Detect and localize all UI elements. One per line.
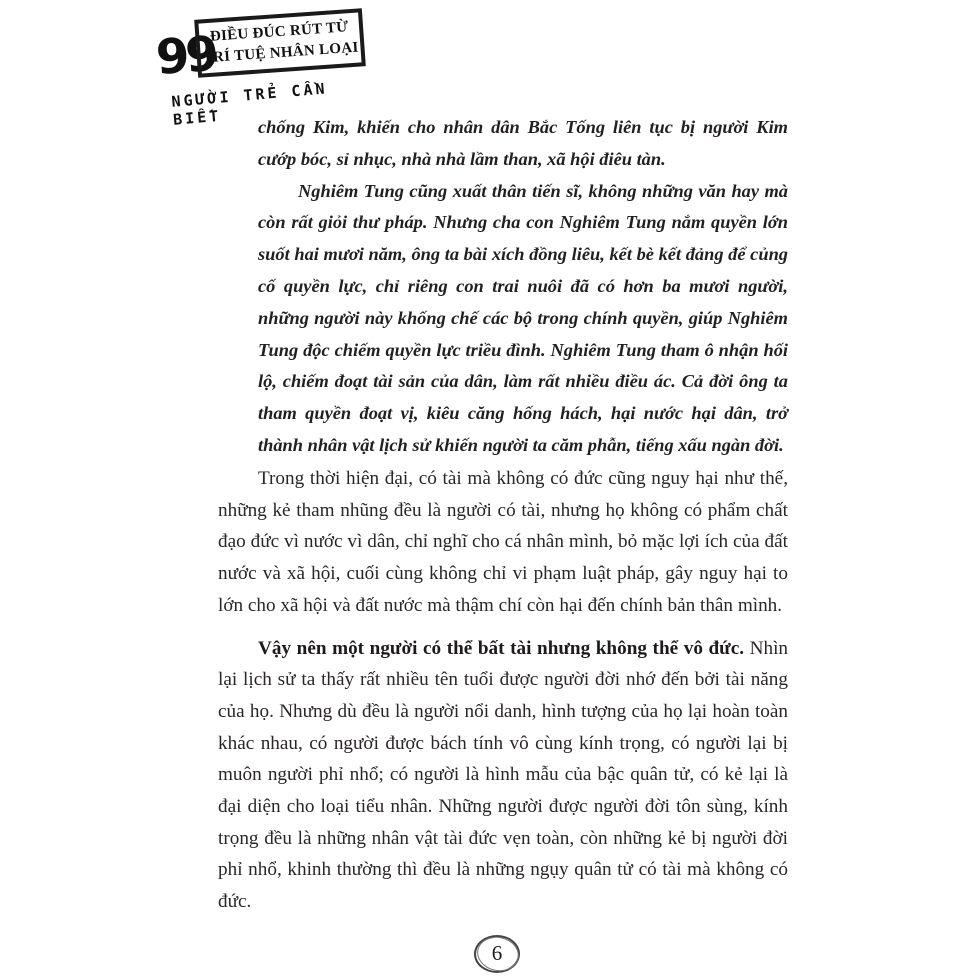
quote-paragraph-1: chống Kim, khiến cho nhân dân Bắc Tống liên tục bị người Kim cướp bóc, sỉ nhục, nhà nhà lầm than, xã hội điêu tàn. <box>258 117 788 169</box>
body-paragraph-2 <box>218 633 788 918</box>
logo-number: 99 <box>154 26 217 86</box>
logo-title-line2: TRÍ TUỆ NHÂN LOẠI <box>202 39 360 67</box>
page-number: 6 <box>491 941 503 965</box>
logo-title-box <box>194 8 366 78</box>
body-paragraph-2-emphasis: Vậy nên một người có thể bất tài nhưng không thể vô đức. <box>258 637 745 659</box>
body-paragraph-1: Trong thời hiện đại, có tài mà không có đức cũng nguy hại như thế, những kẻ tham nhũng đều là người có tài, nhưng họ không có phẩm chất đạo đức vì nước vì dân, chỉ nghĩ cho cá nhân mình, bỏ mặc lợi ích của đất nước và xã hội, cuối cùng không chỉ vi phạm luật pháp, gây nguy hại to lớn cho xã hội và đất nước mà thậm chí còn hại đến chính bản thân mình. <box>218 468 788 616</box>
body-text <box>218 463 788 918</box>
body-paragraph-2-rest: Nhìn lại lịch sử ta thấy rất nhiều tên tuổi được người đời nhớ đến bởi tài năng của họ. Nhưng dù đều là người nổi danh, hình tượng của họ lại hoàn toàn khác nhau, có người được bách tính vô cùng kính trọng, có người lại bị muôn người phỉ nhổ; có người là hình mẫu của bậc quân tử, có kẻ lại là đại diện cho loại tiểu nhân. Những người được người đời tôn sùng, kính trọng đều là những nhân vật tài đức vẹn toàn, còn những kẻ bị người đời phỉ nhổ, khinh thường thì đều là những ngụy quân tử có tài mà không có đức. <box>218 637 788 913</box>
logo-subtitle: NGƯỜI TRẺ CẦN BIẾT <box>170 79 329 129</box>
book-series-logo <box>154 14 376 129</box>
quoted-passage <box>258 112 788 462</box>
page-number-badge <box>474 935 524 975</box>
logo-title-line1: ĐIỀU ĐÚC RÚT TỪ <box>209 19 350 45</box>
quote-paragraph-2: Nghiêm Tung cũng xuất thân tiến sĩ, không những văn hay mà còn rất giỏi thư pháp. Nhưng cha con Nghiêm Tung nắm quyền lớn suốt hai mươi năm, ông ta bài xích đồng liêu, kết bè kết đảng để củng cố quyền lực, chỉ riêng con trai nuôi đã có hơn ba mươi người, những người này khống chế các bộ trong chính quyền, giúp Nghiêm Tung độc chiếm quyền lực triều đình. Nghiêm Tung tham ô nhận hối lộ, chiếm đoạt tài sản của dân, làm rất nhiều điều ác. Cả đời ông ta tham quyền đoạt vị, kiêu căng hống hách, hại nước hại dân, trở thành nhân vật lịch sử khiến người ta căm phẫn, tiếng xấu ngàn đời. <box>258 180 788 455</box>
